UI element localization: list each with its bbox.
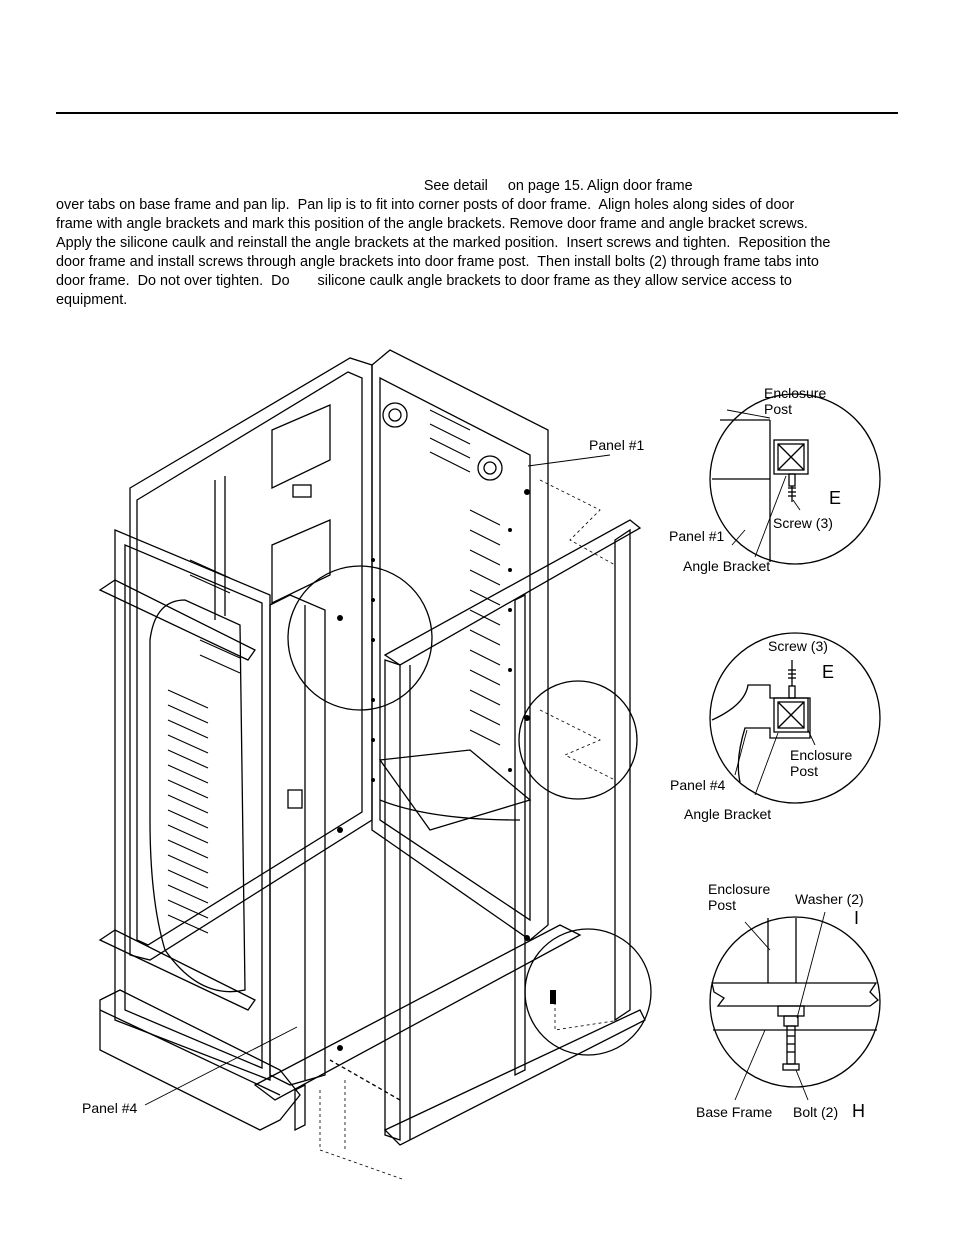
callout-circle-bottom bbox=[525, 929, 651, 1055]
leader-panel4 bbox=[145, 1027, 297, 1105]
leader-panel1 bbox=[528, 455, 610, 466]
detail-bottom-bolt: Bolt (2) bbox=[793, 1104, 839, 1120]
detail-middle-angle-bracket: Angle Bracket bbox=[684, 806, 772, 822]
detail-bottom-letter-top: I bbox=[854, 908, 860, 928]
detail-top-screw: Screw (3) bbox=[773, 515, 833, 531]
label-panel1-main: Panel #1 bbox=[589, 437, 645, 453]
detail-top-enclosure-post: Enclosure Post bbox=[764, 385, 827, 417]
detail-middle-panel: Panel #4 bbox=[670, 777, 726, 793]
detail-bottom-drawing bbox=[710, 912, 880, 1100]
detail-bottom-letter-bottom: H bbox=[852, 1101, 865, 1121]
instruction-line: equipment. bbox=[56, 292, 128, 308]
detail-top-drawing bbox=[710, 394, 880, 564]
detail-top-panel: Panel #1 bbox=[669, 528, 725, 544]
detail-middle-enclosure-post: Enclosure Post bbox=[790, 747, 853, 779]
screw-marks bbox=[337, 489, 556, 1051]
rear-enclosure bbox=[130, 350, 548, 960]
instruction-line: over tabs on base frame and pan lip. Pan lip is to fit into corner posts of door frame. Align holes along sides of door bbox=[56, 197, 795, 213]
left-panel-assembly bbox=[100, 530, 325, 1085]
detail-bottom-washer: Washer (2) bbox=[795, 891, 864, 907]
detail-bottom-enclosure-post: Enclosure Post bbox=[708, 881, 771, 913]
label-panel4-main: Panel #4 bbox=[82, 1100, 138, 1116]
detail-top-angle-bracket: Angle Bracket bbox=[683, 558, 771, 574]
detail-middle-letter: E bbox=[822, 662, 835, 682]
instruction-line: frame with angle brackets and mark this position of the angle brackets. Remove door frame and angle bracket screws. bbox=[56, 216, 808, 232]
instruction-line: door frame and install screws through angle brackets into door frame post. Then install bolts (2) through frame tabs into bbox=[56, 254, 819, 270]
alignment-lines bbox=[320, 480, 620, 1180]
detail-bottom-base-frame: Base Frame bbox=[696, 1104, 773, 1120]
instruction-line: See detail on page 15. Align door frame bbox=[56, 178, 693, 194]
detail-middle-screw: Screw (3) bbox=[768, 638, 828, 654]
callout-circle-middle bbox=[519, 681, 637, 799]
detail-top-letter: E bbox=[829, 488, 842, 508]
instruction-line: door frame. Do not over tighten. Do silicone caulk angle brackets to door frame as they allow service access to bbox=[56, 273, 792, 289]
instruction-line: Apply the silicone caulk and reinstall the angle brackets at the marked position. Insert screws and tighten. Reposition the bbox=[56, 235, 831, 251]
